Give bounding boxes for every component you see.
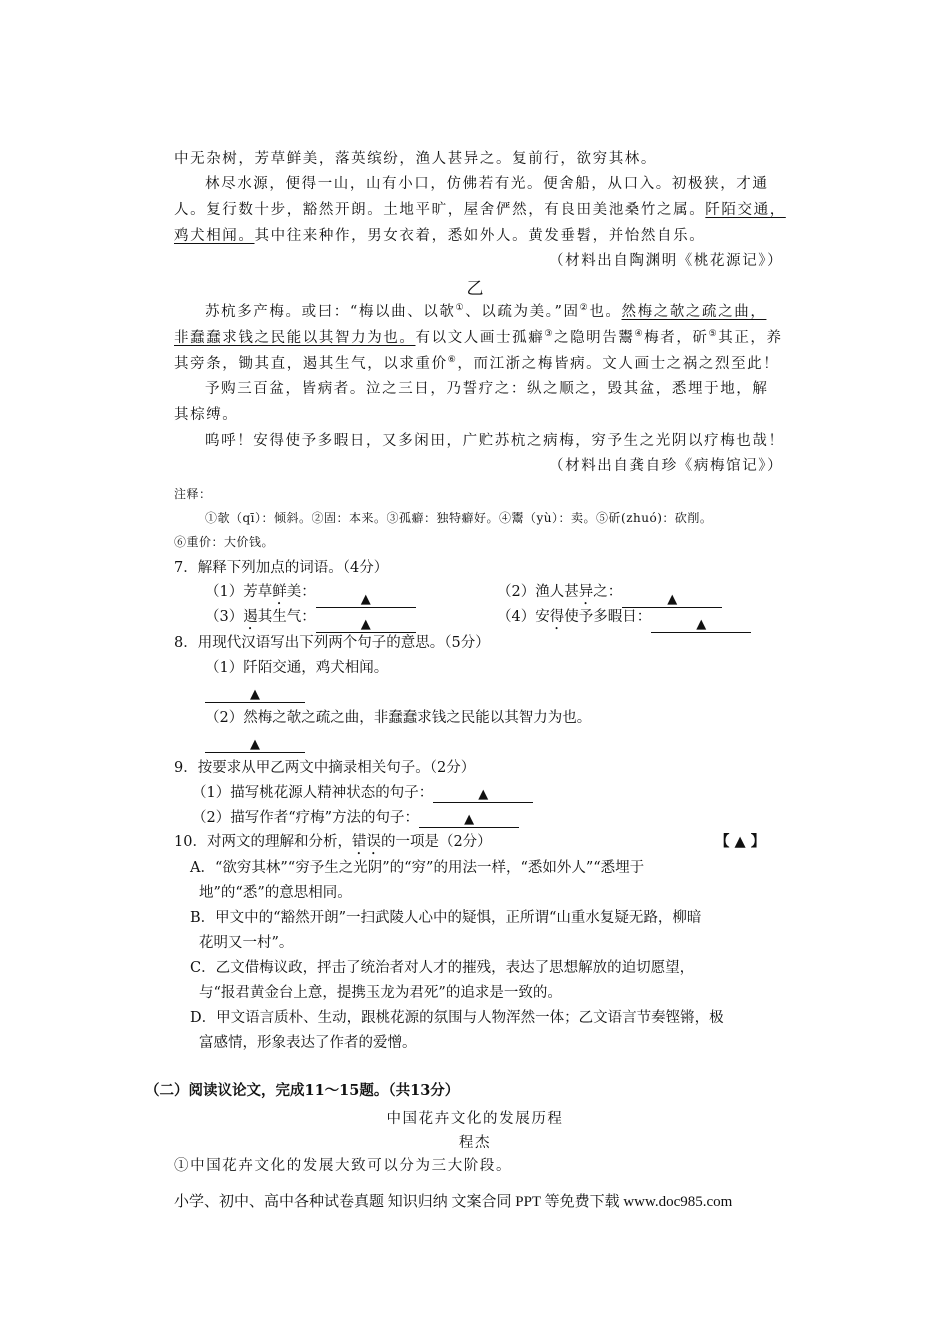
notes-line: ①欹（qī）：倾斜。②固：本来。③孤癖：独特癖好。④鬻（yù）：卖。⑤斫(zhuó)：砍削。 [205, 511, 713, 525]
answer-blank[interactable]: ▲ [205, 685, 305, 703]
passage-b-heading: 乙 [466, 279, 484, 299]
notes-line: ⑥重价：大价钱。 [174, 535, 275, 549]
question-7-item-1: （1）芳草鲜美： ▲ [205, 582, 416, 608]
footer-text: 小学、初中、高中各种试卷真题 知识归纳 文案合同 PPT 等免费下载 www.doc985.com [174, 1194, 733, 1210]
question-7-item-2: （2）渔人甚异之： ▲ [497, 582, 722, 608]
section-2-heading: （二）阅读议论文，完成11～15题。（共13分） [145, 1082, 460, 1099]
option-a: A．“欲穷其林”“穷予生之光阴”的“穷”的用法一样，“悉如外人”“悉埋于 [190, 860, 645, 876]
option-a-cont: 地”的“悉”的意思相同。 [199, 885, 352, 901]
option-b-cont: 花明又一村”。 [199, 935, 294, 951]
passage-b-line: 非蠢蠢求钱之民能以其智力为也。有以文人画士孤癖③之隐明告鬻④梅者，斫⑤其正，养 [174, 329, 783, 346]
question-8-stem: 8．用现代汉语写出下列两个句子的意思。（5分） [174, 635, 490, 651]
passage-b-line: 呜呼！安得使予多暇日，又多闲田，广贮苏杭之病梅，穷予生之光阴以疗梅也哉！ [205, 433, 785, 449]
passage-b-line: 予购三百盆，皆病者。泣之三日，乃誓疗之：纵之顺之，毁其盆，悉埋于地，解 [205, 381, 769, 397]
notes-label: 注释： [174, 487, 212, 501]
question-7-item-4: （4）安得使予多暇日： ▲ [497, 607, 751, 633]
answer-blank[interactable]: ▲ [433, 785, 533, 803]
question-9-item-1: （1）描写桃花源人精神状态的句子： ▲ [192, 783, 533, 803]
question-9-stem: 9．按要求从甲乙两文中摘录相关句子。（2分） [174, 760, 476, 776]
passage-a-line: 中无杂树，芳草鲜美，落英缤纷，渔人甚异之。复前行，欲穷其林。 [174, 151, 657, 167]
underlined-sentence: 然梅之欹之疏之曲， [621, 304, 767, 320]
answer-bracket[interactable]: 【 ▲ 】 [715, 833, 766, 850]
option-d: D．甲文语言质朴、生动，跟桃花源的氛围与人物浑然一体；乙文语言节奏铿锵，极 [190, 1010, 724, 1026]
passage-a-line: 林尽水源，便得一山，山有小口，仿佛若有光。便舍船，从口入。初极狭，才通 [205, 176, 769, 192]
passage-b-source: （材料出自龚自珍《病梅馆记》） [549, 458, 784, 474]
question-7-item-3: （3）遏其生气： ▲ [205, 607, 416, 633]
passage-b-line: 苏杭多产梅。或曰：“梅以曲、以欹①、以疏为美。”固②也。然梅之欹之疏之曲， [205, 303, 767, 320]
answer-blank[interactable]: ▲ [316, 615, 416, 633]
question-9-item-2: （2）描写作者“疗梅”方法的句子： ▲ [192, 808, 519, 828]
answer-blank[interactable]: ▲ [651, 615, 751, 633]
passage-a-line: 鸡犬相闻。其中往来种作，男女衣着，悉如外人。黄发垂髫，并怡然自乐。 [174, 228, 706, 244]
passage-a-source: （材料出自陶渊明《桃花源记》） [549, 253, 784, 269]
underlined-sentence: 鸡犬相闻。 [174, 228, 255, 244]
question-10-stem: 10．对两文的理解和分析，错误的一项是（2分） [174, 834, 492, 850]
option-c: C．乙文借梅议政，抨击了统治者对人才的摧残，表达了思想解放的迫切愿望， [190, 960, 695, 976]
answer-blank[interactable]: ▲ [316, 590, 416, 608]
article-paragraph: ①中国花卉文化的发展大致可以分为三大阶段。 [174, 1158, 513, 1174]
answer-blank[interactable]: ▲ [419, 810, 519, 828]
answer-blank[interactable]: ▲ [205, 735, 305, 753]
underlined-sentence: 非蠢蠢求钱之民能以其智力为也。 [174, 330, 416, 346]
question-8-item-2: （2）然梅之欹之疏之曲，非蠢蠢求钱之民能以其智力为也。 [205, 710, 592, 726]
question-8-blank-line [205, 733, 305, 753]
passage-b-line: 其旁条，锄其直，遏其生气，以求重价⑥，而江浙之梅皆病。文人画士之祸之烈至此！ [174, 355, 780, 372]
option-c-cont: 与“报君黄金台上意，提携玉龙为君死”的追求是一致的。 [199, 985, 562, 1001]
passage-b-line: 其棕缚。 [174, 407, 239, 423]
passage-a-line: 人。复行数十步，豁然开朗。土地平旷，屋舍俨然，有良田美池桑竹之属。阡陌交通， [174, 202, 786, 218]
question-7-stem: 7．解释下列加点的词语。（4分） [174, 560, 389, 576]
question-8-item-1: （1）阡陌交通，鸡犬相闻。 [205, 660, 389, 676]
question-8-blank-line [205, 683, 305, 703]
underlined-sentence: 阡陌交通， [705, 202, 786, 218]
option-b: B．甲文中的“豁然开朗”一扫武陵人心中的疑惧，正所谓“山重水复疑无路，柳暗 [190, 910, 702, 926]
article-title: 中国花卉文化的发展历程 [386, 1111, 564, 1127]
answer-blank[interactable]: ▲ [622, 590, 722, 608]
option-d-cont: 富感情，形象表达了作者的爱憎。 [199, 1035, 417, 1051]
article-author: 程杰 [458, 1135, 492, 1151]
